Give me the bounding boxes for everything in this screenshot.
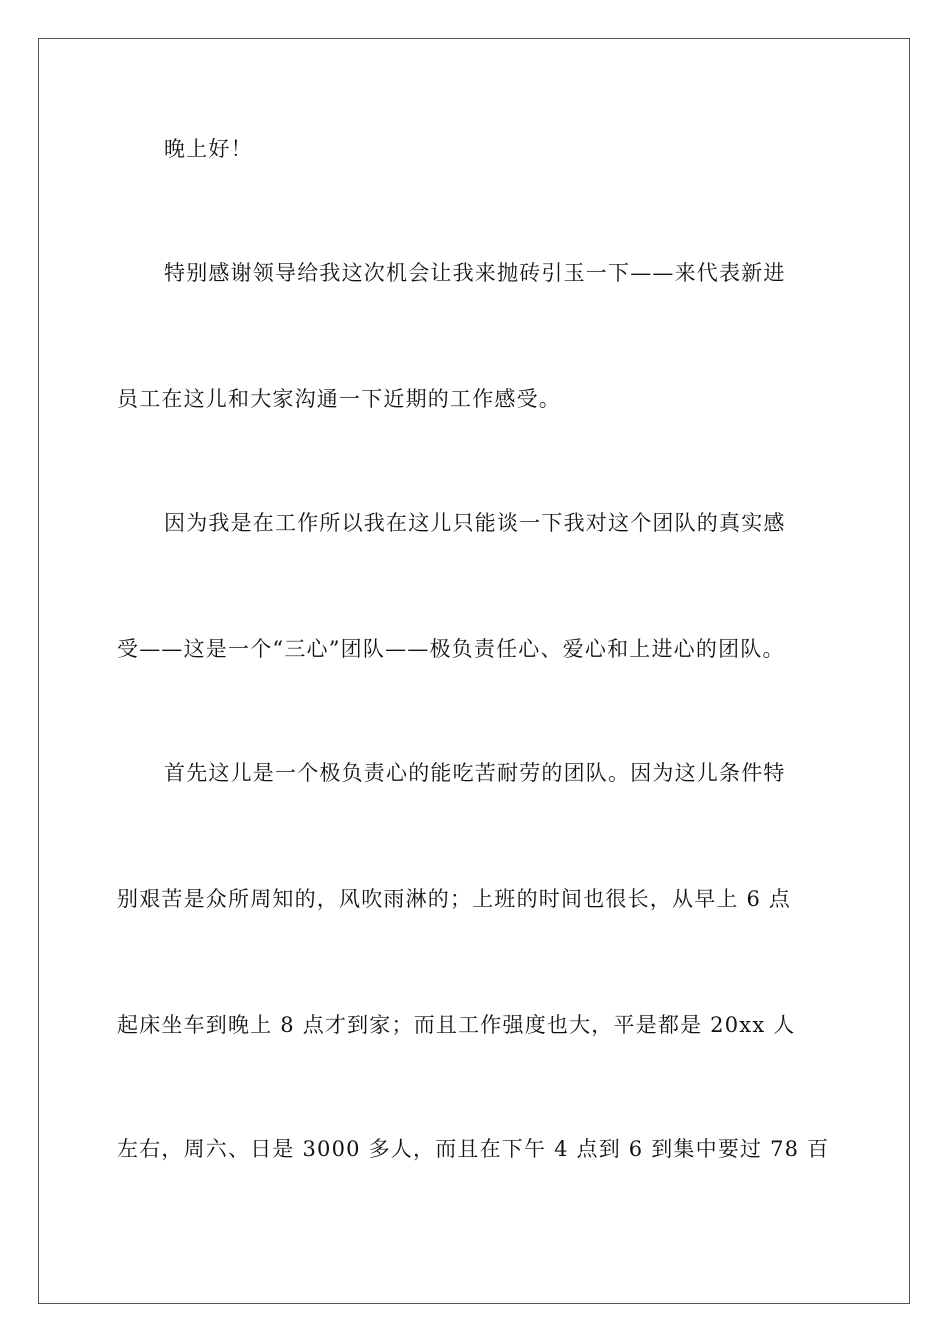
- paragraph-3-line-3: 起床坐车到晚上 8 点才到家；而且工作强度也大，平是都是 20xx 人: [117, 1013, 796, 1037]
- page-frame: [38, 38, 910, 1304]
- paragraph-1-line-2: 员工在这儿和大家沟通一下近期的工作感受。: [117, 387, 561, 411]
- paragraph-2-line-2: 受——这是一个“三心”团队——极负责任心、爱心和上进心的团队。: [117, 637, 785, 661]
- greeting-line: 晚上好！: [164, 137, 253, 161]
- paragraph-3-line-4: 左右，周六、日是 3000 多人，而且在下午 4 点到 6 到集中要过 78 百: [117, 1137, 830, 1161]
- paragraph-3-line-1: 首先这儿是一个极负责心的能吃苦耐劳的团队。因为这儿条件特: [164, 761, 786, 785]
- paragraph-1-line-1: 特别感谢领导给我这次机会让我来抛砖引玉一下——来代表新进: [164, 261, 786, 285]
- paragraph-3-line-2: 别艰苦是众所周知的，风吹雨淋的；上班的时间也很长，从早上 6 点: [117, 887, 792, 911]
- paragraph-2-line-1: 因为我是在工作所以我在这儿只能谈一下我对这个团队的真实感: [164, 511, 786, 535]
